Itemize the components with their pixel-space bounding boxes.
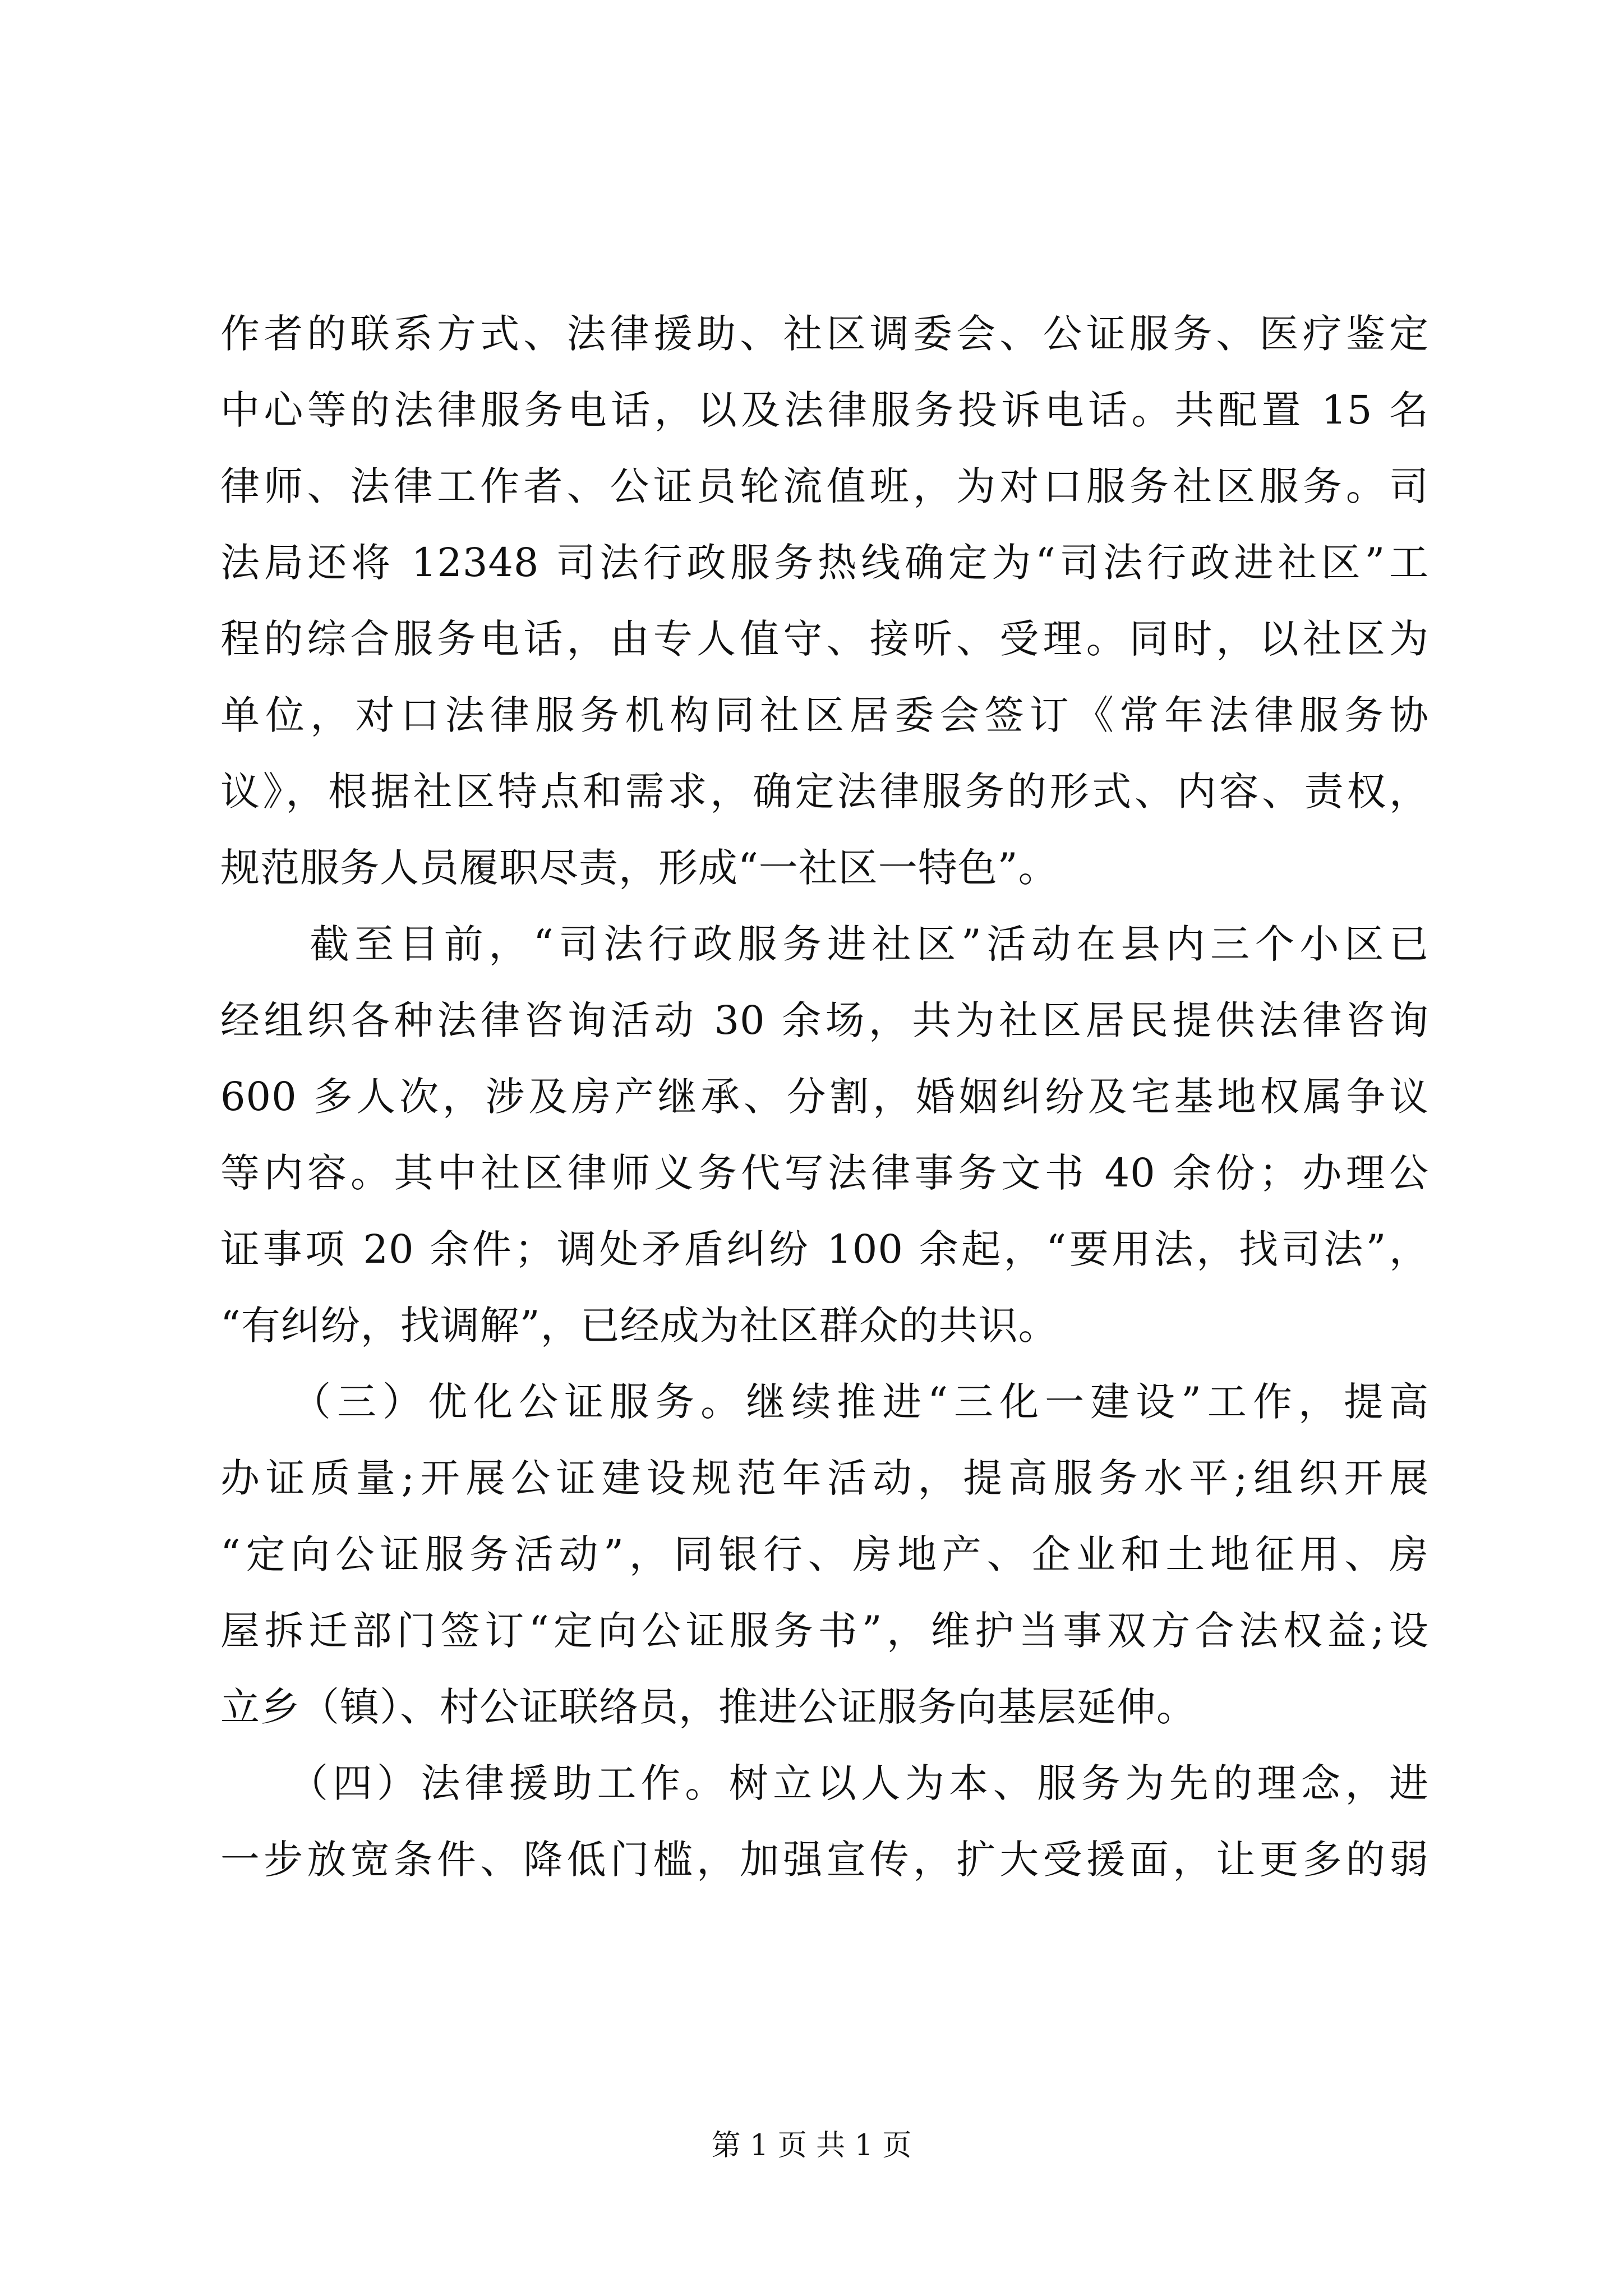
text-line: 屋拆迁部门签订“定向公证服务书”，维护当事双方合法权益;设: [220, 1608, 1429, 1654]
page-number-footer: 第 1 页 共 1 页: [711, 2129, 912, 2162]
text-line: 等内容。其中社区律师义务代写法律事务文书 40 余份；办理公: [220, 1150, 1429, 1196]
text-line: 程的综合服务电话，由专人值守、接听、受理。同时，以社区为: [220, 616, 1429, 662]
paragraph-end-line: 规范服务人员履职尽责，形成“一社区一特色”。: [220, 845, 1058, 891]
text-line: 单位，对口法律服务机构同社区居委会签订《常年法律服务协: [220, 692, 1429, 738]
text-line: 600 多人次，涉及房产继承、分割，婚姻纠纷及宅基地权属争议: [220, 1074, 1429, 1120]
document-body: [220, 296, 1429, 1898]
text-line: 作者的联系方式、法律援助、社区调委会、公证服务、医疗鉴定: [220, 311, 1429, 357]
paragraph-start-line: 截至目前，“司法行政服务进社区”活动在县内三个小区已: [220, 921, 1429, 967]
text-line: 办证质量;开展公证建设规范年活动，提高服务水平;组织开展: [220, 1455, 1429, 1501]
text-line: 议》，根据社区特点和需求，确定法律服务的形式、内容、责权，: [220, 769, 1429, 815]
paragraph-start-line: （三）优化公证服务。继续推进“三化一建设”工作，提高: [220, 1379, 1429, 1425]
text-line: 证事项 20 余件；调处矛盾纠纷 100 余起，“要用法，找司法”，: [220, 1226, 1429, 1272]
paragraph-end-line: 立乡（镇）、村公证联络员，推进公证服务向基层延伸。: [220, 1684, 1196, 1730]
paragraph-end-line: “有纠纷，找调解”，已经成为社区群众的共识。: [220, 1303, 1058, 1349]
text-line: 律师、法律工作者、公证员轮流值班，为对口服务社区服务。司: [220, 463, 1429, 509]
text-line: 法局还将 12348 司法行政服务热线确定为“司法行政进社区”工: [220, 540, 1429, 586]
text-line: “定向公证服务活动”，同银行、房地产、企业和土地征用、房: [220, 1531, 1429, 1577]
text-line: 中心等的法律服务电话，以及法律服务投诉电话。共配置 15 名: [220, 387, 1429, 433]
text-line: 一步放宽条件、降低门槛，加强宣传，扩大受援面，让更多的弱: [220, 1837, 1429, 1883]
paragraph-start-line: （四）法律援助工作。树立以人为本、服务为先的理念，进: [220, 1760, 1429, 1806]
text-line: 经组织各种法律咨询活动 30 余场，共为社区居民提供法律咨询: [220, 997, 1429, 1043]
